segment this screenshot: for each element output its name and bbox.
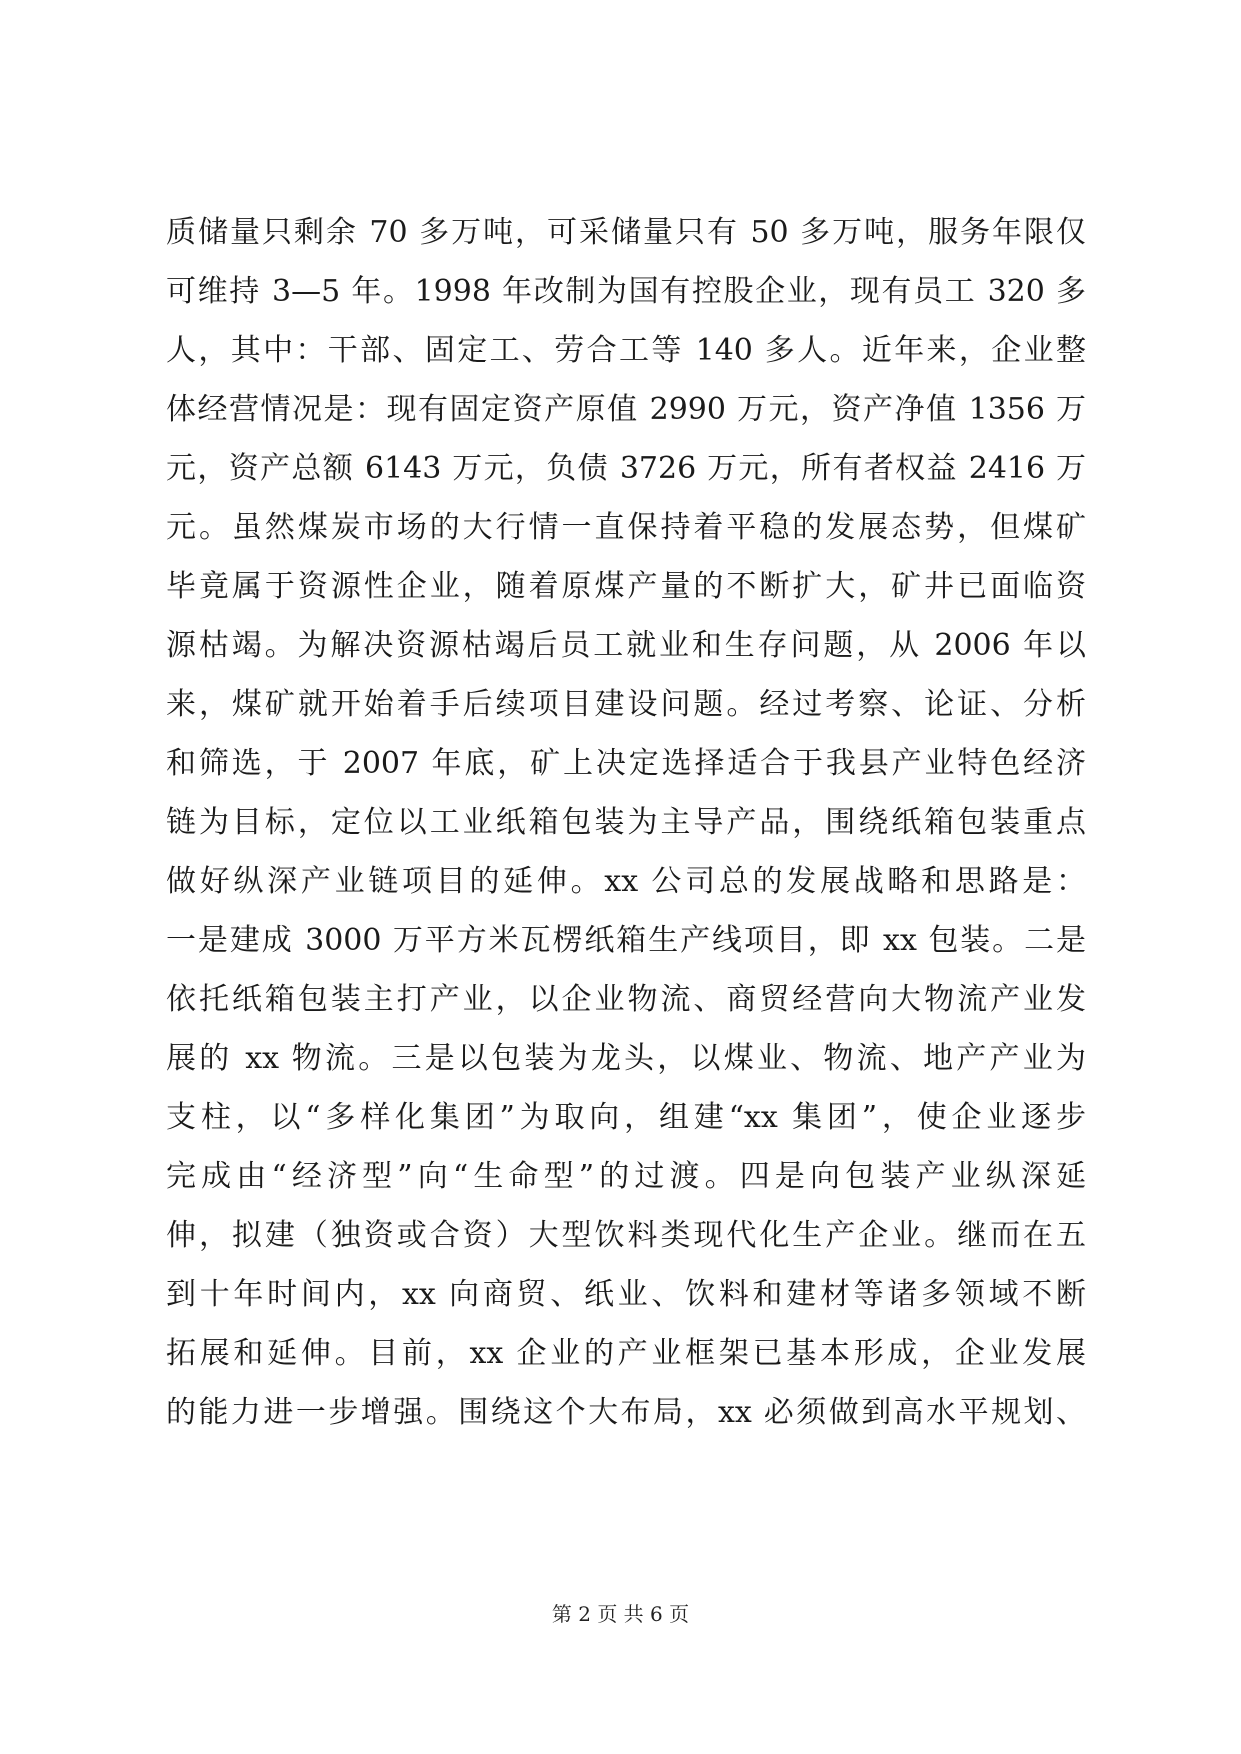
text-line: 链为目标，定位以工业纸箱包装为主导产品，围绕纸箱包装重点: [166, 805, 1086, 840]
page-footer: [0, 1600, 1241, 1628]
body-text: [166, 203, 1086, 1442]
text-line: 和筛选，于 2007 年底，矿上决定选择适合于我县产业特色经济: [166, 746, 1086, 781]
text-line: 元，资产总额 6143 万元，负债 3726 万元，所有者权益 2416 万: [166, 451, 1086, 486]
text-line: 来，煤矿就开始着手后续项目建设问题。经过考察、论证、分析: [166, 687, 1086, 722]
text-line: 元。虽然煤炭市场的大行情一直保持着平稳的发展态势，但煤矿: [166, 510, 1086, 545]
text-line: 源枯竭。为解决资源枯竭后员工就业和生存问题，从 2006 年以: [166, 628, 1086, 663]
page-number-label: 第 2 页 共 6 页: [551, 1602, 690, 1626]
text-line: 的能力进一步增强。围绕这个大布局，xx 必须做到高水平规划、: [166, 1395, 1086, 1430]
text-line: 毕竟属于资源性企业，随着原煤产量的不断扩大，矿井已面临资: [166, 569, 1086, 604]
text-line: 做好纵深产业链项目的延伸。xx 公司总的发展战略和思路是：: [166, 864, 1086, 899]
text-line: 支柱，以“多样化集团”为取向，组建“xx 集团”，使企业逐步: [166, 1100, 1086, 1135]
text-line: 质储量只剩余 70 多万吨，可采储量只有 50 多万吨，服务年限仅: [166, 215, 1086, 250]
text-line: 可维持 3—5 年。1998 年改制为国有控股企业，现有员工 320 多: [166, 274, 1086, 309]
text-line: 依托纸箱包装主打产业，以企业物流、商贸经营向大物流产业发: [166, 982, 1086, 1017]
text-line: 到十年时间内，xx 向商贸、纸业、饮料和建材等诸多领域不断: [166, 1277, 1086, 1312]
text-line: 伸，拟建（独资或合资）大型饮料类现代化生产企业。继而在五: [166, 1218, 1086, 1253]
text-line: 完成由“经济型”向“生命型”的过渡。四是向包装产业纵深延: [166, 1159, 1086, 1194]
text-line: 人，其中：干部、固定工、劳合工等 140 多人。近年来，企业整: [166, 333, 1086, 368]
text-line: 拓展和延伸。目前，xx 企业的产业框架已基本形成，企业发展: [166, 1336, 1086, 1371]
text-line: 体经营情况是：现有固定资产原值 2990 万元，资产净值 1356 万: [166, 392, 1086, 427]
text-line: 展的 xx 物流。三是以包装为龙头，以煤业、物流、地产产业为: [166, 1041, 1086, 1076]
text-line: 一是建成 3000 万平方米瓦楞纸箱生产线项目，即 xx 包装。二是: [166, 923, 1086, 958]
